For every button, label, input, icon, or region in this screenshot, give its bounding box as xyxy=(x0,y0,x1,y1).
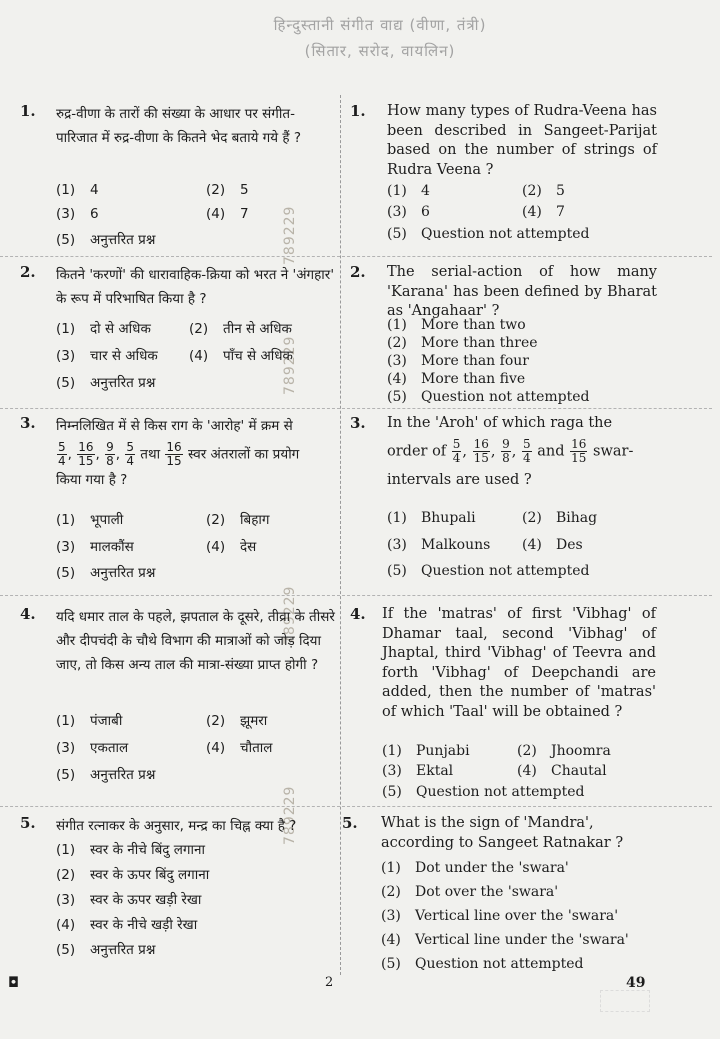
question-separator xyxy=(342,595,712,596)
fraction: $\frac{5}{4}$ xyxy=(452,436,461,465)
option-5: (5) Question not attempted xyxy=(381,956,584,972)
option-4: (4) देस xyxy=(206,539,257,555)
option-4: (4) Vertical line under the 'swara' xyxy=(381,932,629,948)
option-2: (2) तीन से अधिक xyxy=(189,321,292,337)
question-number: 1. xyxy=(20,102,36,120)
option-5: (5) अनुत्तरित प्रश्न xyxy=(56,565,156,581)
question-text: यदि धमार ताल के पहले, झपताल के दूसरे, तीव्रा के तीसरे और दीपचंदी के चौथे विभाग की मात्राओं को जोड़ दिया जाए, तो किस अन्य ताल की मात्रा-संख्या प्राप्त होगी ? xyxy=(56,609,335,673)
option-4: (4) 7 xyxy=(206,206,249,222)
option-4: (4) More than five xyxy=(387,371,526,387)
fraction: $\frac{5}{4}$ xyxy=(126,440,134,468)
header-line-2: (सितार, सरोद, वायलिन) xyxy=(304,42,456,60)
question-text: The serial-action of how many 'Karana' has been defined by Bharat as 'Angahaar' ? xyxy=(387,264,657,319)
option-1: (1) Punjabi xyxy=(382,743,470,759)
watermark: 789229 xyxy=(282,785,298,845)
question-separator xyxy=(0,806,340,807)
question-number: 4. xyxy=(20,605,36,623)
option-3: (3) Ektal xyxy=(382,763,454,779)
option-3: (3) 6 xyxy=(387,204,430,220)
fraction: $\frac{9}{8}$ xyxy=(502,436,510,465)
option-5: (5) Question not attempted xyxy=(387,226,590,242)
option-3: (3) Malkouns xyxy=(387,537,491,553)
question-text: What is the sign of 'Mandra', according to Sangeet Ratnakar ? xyxy=(381,815,624,851)
option-3: (3) Vertical line over the 'swara' xyxy=(381,908,619,924)
option-3: (3) चार से अधिक xyxy=(56,348,158,364)
option-2: (2) 5 xyxy=(206,182,249,198)
option-4: (4) चौताल xyxy=(206,740,273,756)
question-number: 3. xyxy=(350,414,366,432)
option-5: (5) अनुत्तरित प्रश्न xyxy=(56,232,156,248)
fraction: $\frac{9}{8}$ xyxy=(106,440,114,468)
option-4: (4) Des xyxy=(522,537,583,553)
page-number: 2 xyxy=(325,975,334,990)
option-1: (1) पंजाबी xyxy=(56,713,123,729)
question-separator xyxy=(342,408,712,409)
option-1: (1) भूपाली xyxy=(56,512,124,528)
option-3: (3) More than four xyxy=(387,353,529,369)
watermark: 789229 xyxy=(282,335,298,395)
question-separator xyxy=(0,595,340,596)
column-divider xyxy=(340,95,341,975)
page-count-number: 49 xyxy=(626,975,646,991)
question-number: 2. xyxy=(350,263,366,281)
handwritten-header xyxy=(150,12,610,72)
question-text: संगीत रत्नाकर के अनुसार, मन्द्र का चिह्न क्या है ? xyxy=(56,818,297,834)
option-4: (4) Chautal xyxy=(517,763,607,779)
option-4: (4) स्वर के नीचे खड़ी रेखा xyxy=(56,917,198,933)
fraction: $\frac{16}{15}$ xyxy=(78,440,94,468)
option-3: (3) मालकौंस xyxy=(56,539,134,555)
question-separator xyxy=(0,408,340,409)
question-separator xyxy=(0,256,340,257)
option-1: (1) स्वर के नीचे बिंदु लगाना xyxy=(56,842,205,858)
option-3: (3) 6 xyxy=(56,206,99,222)
question-separator xyxy=(342,256,712,257)
question-text: If the 'matras' of first 'Vibhag' of Dhamar taal, second 'Vibhag' of Jhaptal, third 'Vibhag' of Teevra and forth 'Vibhag' of Deepchandi are added, then the number of 'matras' of which 'Taal' will be obtained ? xyxy=(382,606,656,720)
question-text: How many types of Rudra-Veena has been described in Sangeet-Parijat based on the number of strings of Rudra Veena ? xyxy=(387,103,657,178)
option-2: (2) बिहाग xyxy=(206,512,270,528)
option-2: (2) More than three xyxy=(387,335,538,351)
option-2: (2) Dot over the 'swara' xyxy=(381,884,559,900)
question-number: 2. xyxy=(20,263,36,281)
question-number: 5. xyxy=(342,814,358,832)
option-2: (2) Bihag xyxy=(522,510,598,526)
question-number: 5. xyxy=(20,814,36,832)
option-5: (5) अनुत्तरित प्रश्न xyxy=(56,942,156,958)
option-5: (5) Question not attempted xyxy=(382,784,585,800)
question-number: 4. xyxy=(350,605,366,623)
question-text: In the 'Aroh' of which raga the order of $\frac{5}{4}$ , $\frac{16}{15}$ , $\frac{9}{8}$ , $\frac{5}{4}$ and $\frac{16}{15}$ swar- intervals are used ? xyxy=(387,415,634,488)
fraction: $\frac{5}{4}$ xyxy=(523,436,531,465)
option-1: (1) Bhupali xyxy=(387,510,476,526)
watermark: 789229 xyxy=(282,205,298,265)
fraction: $\frac{16}{15}$ xyxy=(166,440,182,468)
option-5: (5) अनुत्तरित प्रश्न xyxy=(56,375,156,391)
fraction: $\frac{16}{15}$ xyxy=(473,436,489,465)
option-2: (2) स्वर के ऊपर बिंदु लगाना xyxy=(56,867,210,883)
corner-mark: ◘ xyxy=(8,975,20,991)
option-3: (3) एकताल xyxy=(56,740,129,756)
option-2: (2) 5 xyxy=(522,183,565,199)
header-line-1: हिन्दुस्तानी संगीत वाद्य (वीणा, तंत्री) xyxy=(273,16,487,34)
option-3: (3) स्वर के ऊपर खड़ी रेखा xyxy=(56,892,202,908)
option-1: (1) More than two xyxy=(387,317,526,333)
option-2: (2) झूमरा xyxy=(206,713,268,729)
option-4: (4) पाँच से अधिक xyxy=(189,348,293,364)
question-text: रुद्र-वीणा के तारों की संख्या के आधार पर संगीत-पारिजात में रुद्र-वीणा के कितने भेद बताये गये हैं ? xyxy=(56,106,302,146)
option-5: (5) Question not attempted xyxy=(387,563,590,579)
fraction: $\frac{5}{4}$ xyxy=(58,440,66,468)
option-1: (1) 4 xyxy=(56,182,99,198)
question-number: 3. xyxy=(20,414,36,432)
watermark: 789229 xyxy=(282,585,298,645)
option-1: (1) 4 xyxy=(387,183,430,199)
question-separator xyxy=(342,806,712,807)
option-5: (5) Question not attempted xyxy=(387,389,590,405)
option-2: (2) Jhoomra xyxy=(517,743,611,759)
option-1: (1) दो से अधिक xyxy=(56,321,151,337)
option-1: (1) Dot under the 'swara' xyxy=(381,860,569,876)
scan-artifact xyxy=(600,990,650,1012)
question-text: कितने 'करणों' की धारावाहिक-क्रिया को भरत ने 'अंगहार' के रूप में परिभाषित किया है ? xyxy=(56,267,335,307)
option-4: (4) 7 xyxy=(522,204,565,220)
fraction: $\frac{16}{15}$ xyxy=(571,436,587,465)
question-text: निम्नलिखित में से किस राग के 'आरोह' में क्रम से $\frac{5}{4}$ , $\frac{16}{15}$ , $\frac{9}{8}$ , $\frac{5}{4}$ तथा $\frac{16}{15}$ स्वर अंतरालों का प्रयोग किया गया है ? xyxy=(56,418,300,488)
option-5: (5) अनुत्तरित प्रश्न xyxy=(56,767,156,783)
question-number: 1. xyxy=(350,102,366,120)
